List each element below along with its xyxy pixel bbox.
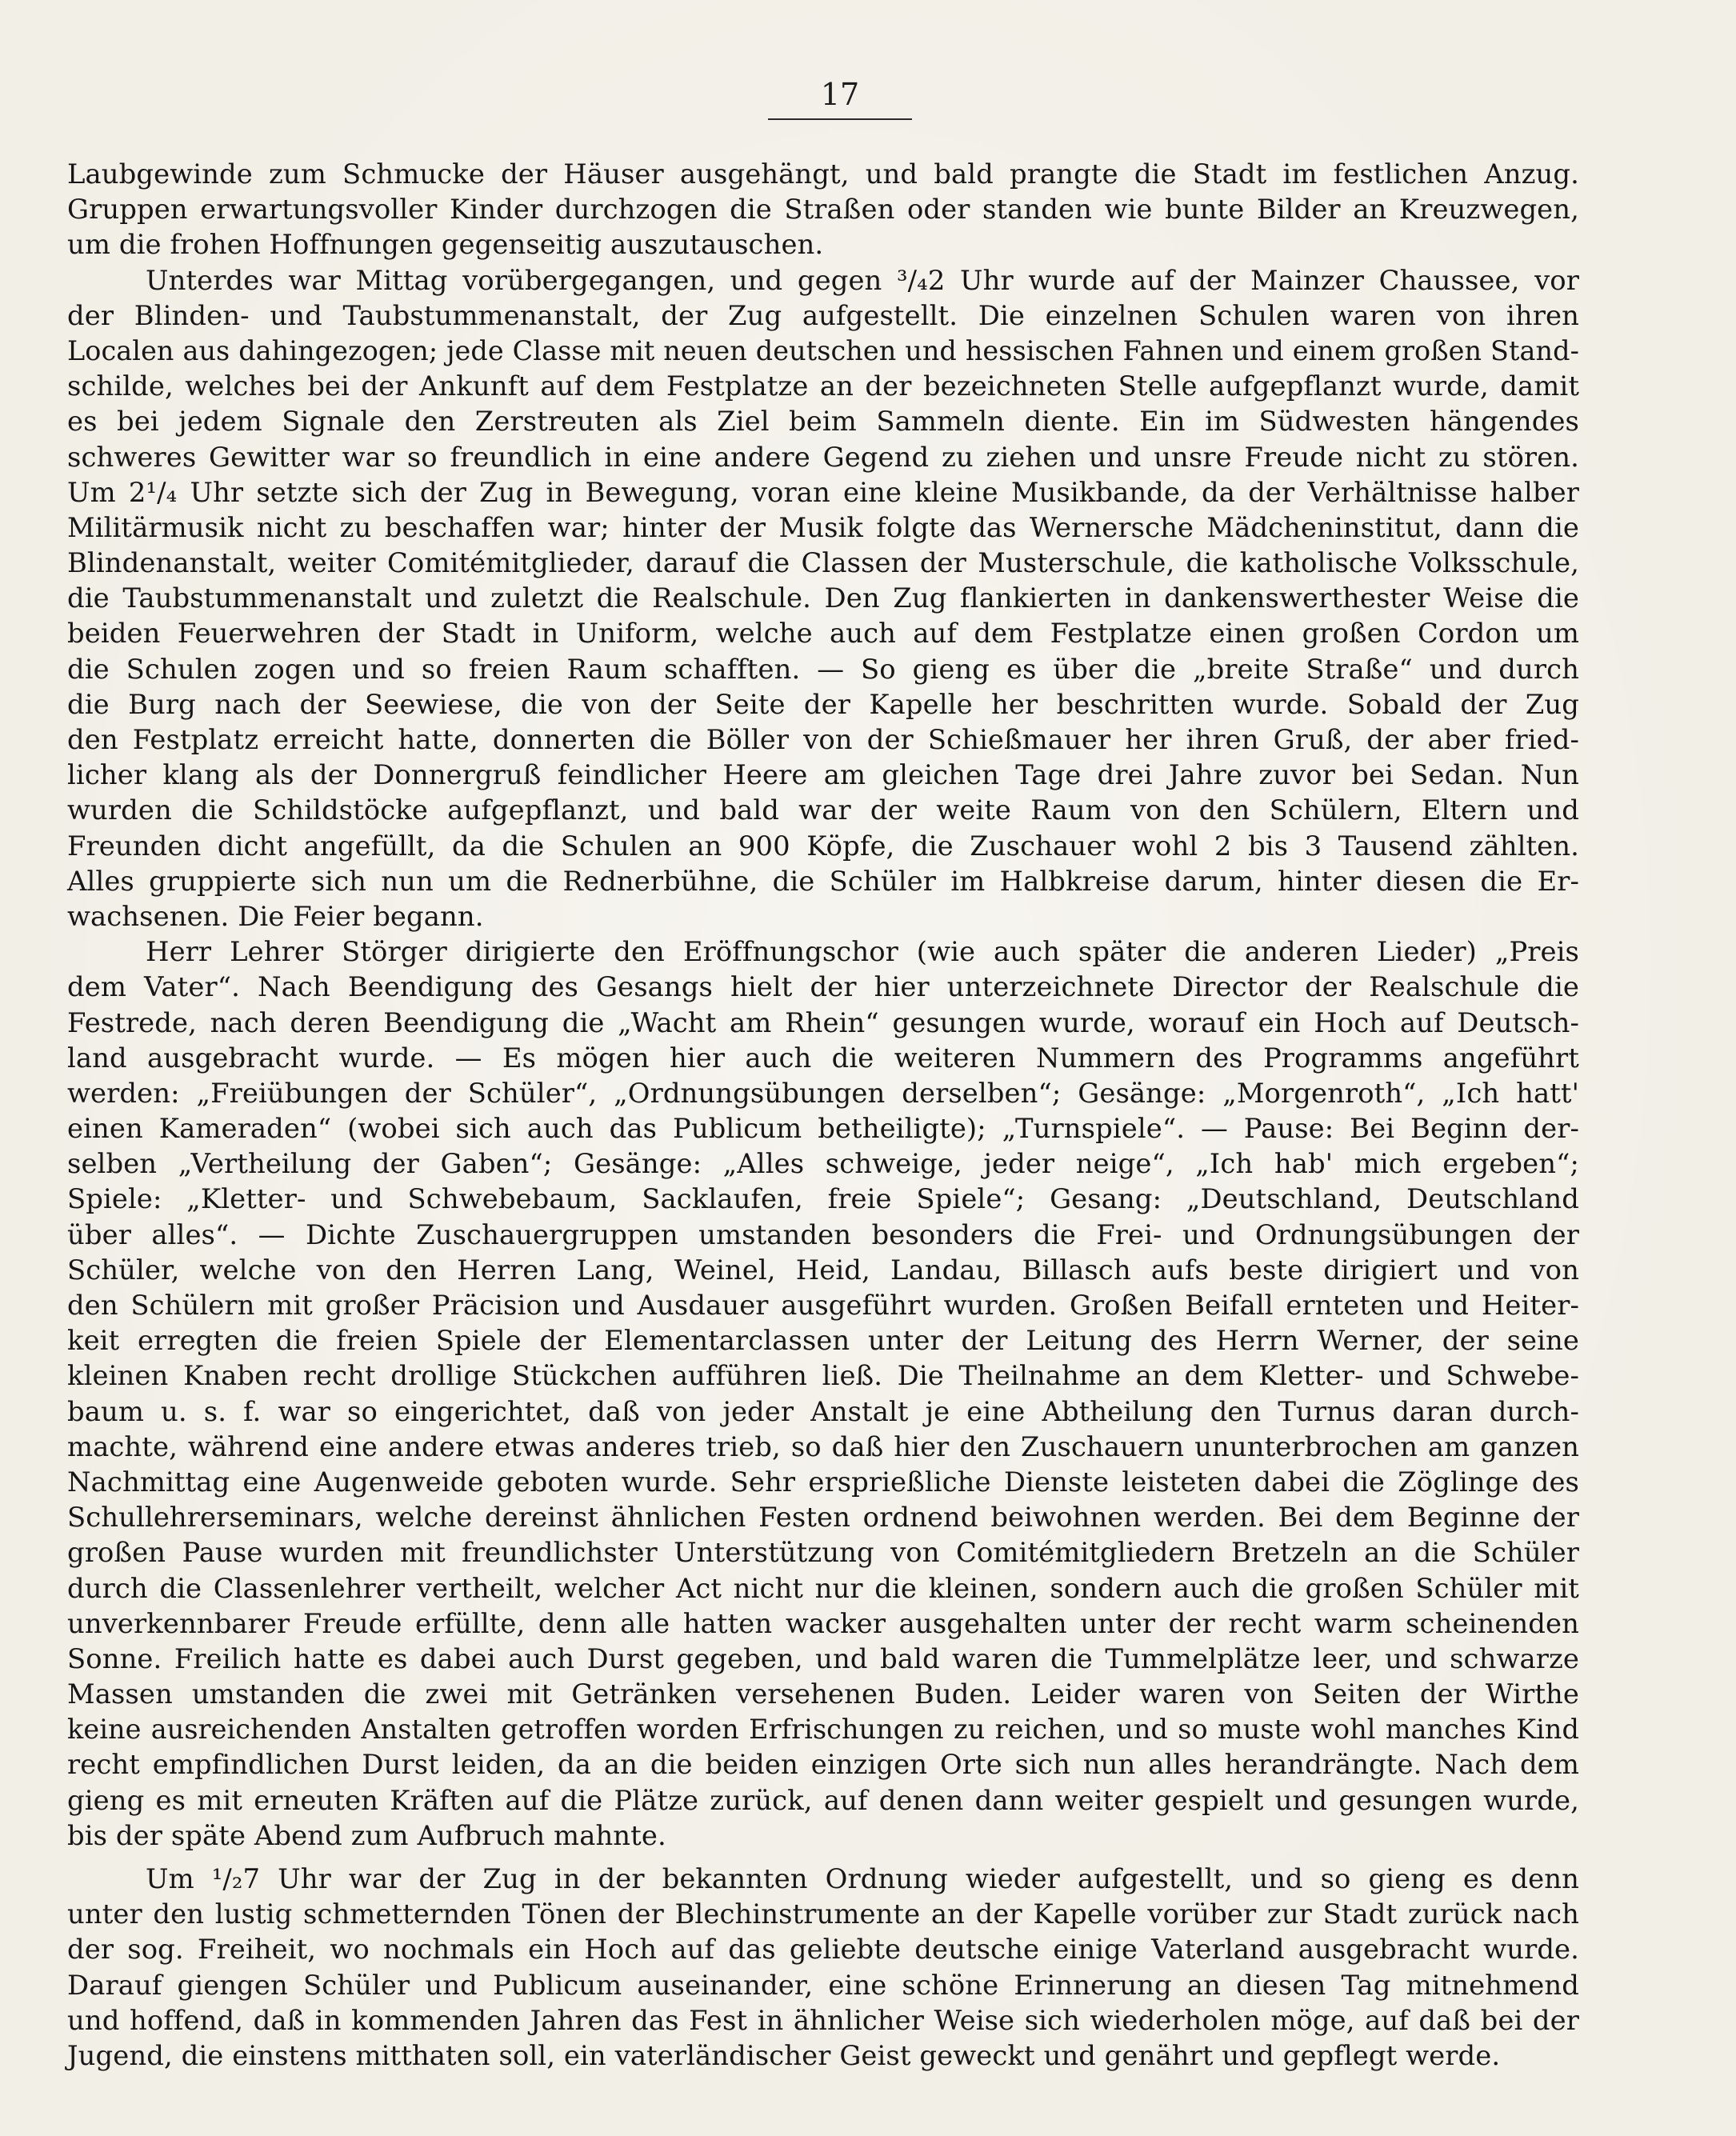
- text-line: Festrede, nach deren Beendigung die „Wacht am Rhein“ gesungen wurde, worauf ein Hoch auf Deutsch-: [67, 1006, 1579, 1038]
- text-line: selben „Vertheilung der Gaben“; Gesänge: „Alles schweige, jeder neige“, „Ich hab' mich ergeben“;: [67, 1148, 1579, 1180]
- text-line: machte, während eine andere etwas anderes trieb, so daß hier den Zuschauern ununterbrochen am ganzen: [67, 1430, 1579, 1462]
- text-line: wachsenen. Die Feier begann.: [67, 900, 484, 932]
- text-line: gieng es mit erneuten Kräften auf die Plätze zurück, auf denen dann weiter gespielt und gesungen wurde,: [67, 1784, 1579, 1816]
- text-line: Laubgewinde zum Schmucke der Häuser ausgehängt, und bald prangte die Stadt im festlichen Anzug.: [67, 158, 1579, 190]
- body-text: [67, 157, 1579, 2074]
- text-line: kleinen Knaben recht drollige Stückchen aufführen ließ. Die Theilnahme an dem Kletter- und Schwebe-: [67, 1360, 1579, 1392]
- text-line: Localen aus dahingezogen; jede Classe mit neuen deutschen und hessischen Fahnen und einem großen Stand-: [67, 334, 1579, 366]
- text-line: Herr Lehrer Störger dirigierte den Eröffnungschor (wie auch später die anderen Lieder) „Preis: [146, 936, 1579, 968]
- page-number: 17: [820, 77, 860, 112]
- text-line: der Blinden- und Taubstummenanstalt, der Zug aufgestellt. Die einzelnen Schulen waren von ihren: [67, 299, 1579, 331]
- text-line: durch die Classenlehrer vertheilt, welcher Act nicht nur die kleinen, sondern auch die großen Schüler mit: [67, 1572, 1579, 1604]
- text-line: Jugend, die einstens mitthaten soll, ein vaterländischer Geist geweckt und genährt und gepflegt werde.: [67, 2039, 1501, 2071]
- text-line: schweres Gewitter war so freundlich in eine andere Gegend zu ziehen und unsre Freude nicht zu stören.: [67, 441, 1579, 473]
- text-line: keit erregten die freien Spiele der Elementarclassen unter der Leitung des Herrn Werner, der seine: [67, 1325, 1579, 1357]
- text-line: Militärmusik nicht zu beschaffen war; hinter der Musik folgte das Wernersche Mädcheninstitut, dann die: [67, 511, 1579, 543]
- text-line: Sonne. Freilich hatte es dabei auch Durst gegeben, und bald waren die Tummelplätze leer, und schwarze: [67, 1642, 1579, 1674]
- text-line: recht empfindlichen Durst leiden, da an die beiden einzigen Orte sich nun alles herandrängte. Nach dem: [67, 1749, 1579, 1781]
- text-line: Spiele: „Kletter- und Schwebebaum, Sacklaufen, freie Spiele“; Gesang: „Deutschland, Deutschland: [67, 1183, 1579, 1215]
- text-line: land ausgebracht wurde. — Es mögen hier auch die weiteren Nummern des Programms angeführt: [67, 1042, 1579, 1074]
- text-line: die Taubstummenanstalt und zuletzt die Realschule. Den Zug flankierten in dankenswerthester Weise die: [67, 582, 1579, 614]
- paragraph-3: [67, 934, 1579, 1854]
- text-line: Blindenanstalt, weiter Comitémitglieder, darauf die Classen der Musterschule, die katholische Volksschule,: [67, 547, 1579, 579]
- text-line: Massen umstanden die zwei mit Getränken versehenen Buden. Leider waren von Seiten der Wirthe: [67, 1678, 1579, 1710]
- text-line: den Schülern mit großer Präcision und Ausdauer ausgeführt wurden. Großen Beifall ernteten und Heiter-: [67, 1290, 1579, 1321]
- text-line: keine ausreichenden Anstalten getroffen worden Erfrischungen zu reichen, und so muste wohl manches Kind: [67, 1714, 1579, 1746]
- text-line: der sog. Freiheit, wo nochmals ein Hoch auf das geliebte deutsche einige Vaterland ausgebracht wurde.: [67, 1934, 1579, 1966]
- text-line: und hoffend, daß in kommenden Jahren das Fest in ähnlicher Weise sich wiederholen möge, auf daß bei der: [67, 2004, 1579, 2036]
- text-line: Um 2¹/₄ Uhr setzte sich der Zug in Bewegung, voran eine kleine Musikbande, da der Verhältnisse halber: [67, 476, 1579, 508]
- text-line: es bei jedem Signale den Zerstreuten als Ziel beim Sammeln diente. Ein im Südwesten hängendes: [67, 406, 1579, 438]
- text-line: den Festplatz erreicht hatte, donnerten die Böller von der Schießmauer her ihren Gruß, der aber fried-: [67, 724, 1579, 755]
- text-line: baum u. s. f. war so eingerichtet, daß von jeder Anstalt je eine Abtheilung den Turnus daran durch-: [67, 1395, 1579, 1427]
- text-line: werden: „Freiübungen der Schüler“, „Ordnungsübungen derselben“; Gesänge: „Morgenroth“, „Ich hatt': [67, 1077, 1579, 1109]
- text-line: wurden die Schildstöcke aufgepflanzt, und bald war der weite Raum von den Schülern, Eltern und: [67, 794, 1579, 826]
- text-line: Unterdes war Mittag vorübergegangen, und gegen ³/₄2 Uhr wurde auf der Mainzer Chaussee, vor: [146, 264, 1579, 296]
- header-rule: [768, 118, 912, 120]
- text-line: Schüler, welche von den Herren Lang, Weinel, Heid, Landau, Billasch aufs beste dirigiert und von: [67, 1254, 1579, 1286]
- text-line: über alles“. — Dichte Zuschauergruppen umstanden besonders die Frei- und Ordnungsübungen der: [67, 1218, 1579, 1250]
- text-line: licher klang als der Donnergruß feindlicher Heere am gleichen Tage drei Jahre zuvor bei Sedan. Nun: [67, 759, 1579, 791]
- text-line: unverkennbarer Freude erfüllte, denn alle hatten wacker ausgehalten unter der recht warm scheinenden: [67, 1607, 1579, 1639]
- text-line: die Schulen zogen und so freien Raum schafften. — So gieng es über die „breite Straße“ und durch: [67, 653, 1579, 685]
- paragraph-4: [67, 1862, 1579, 2074]
- text-line: Gruppen erwartungsvoller Kinder durchzogen die Straßen oder standen wie bunte Bilder an Kreuzwegen,: [67, 194, 1579, 226]
- text-line: Nachmittag eine Augenweide geboten wurde. Sehr ersprießliche Dienste leisteten dabei die Zöglinge des: [67, 1466, 1579, 1498]
- text-line: Freunden dicht angefüllt, da die Schulen an 900 Köpfe, die Zuschauer wohl 2 bis 3 Tausend zählten.: [67, 830, 1579, 862]
- text-line: schilde, welches bei der Ankunft auf dem Festplatze an der bezeichneten Stelle aufgepflanzt wurde, damit: [67, 370, 1579, 402]
- text-line: Alles gruppierte sich nun um die Rednerbühne, die Schüler im Halbkreise darum, hinter diesen die Er-: [67, 865, 1579, 897]
- paragraph-2: [67, 263, 1579, 935]
- text-line: dem Vater“. Nach Beendigung des Gesangs hielt der hier unterzeichnete Director der Realschule die: [67, 971, 1579, 1003]
- paragraph-gap: [67, 1854, 1579, 1862]
- paragraph-1: [67, 157, 1579, 263]
- text-line: Schullehrerseminars, welche dereinst ähnlichen Festen ordnend beiwohnen werden. Bei dem Beginne der: [67, 1502, 1579, 1534]
- text-line: unter den lustig schmetternden Tönen der Blechinstrumente an der Kapelle vorüber zur Stadt zurück nach: [67, 1898, 1579, 1930]
- text-line: bis der späte Abend zum Aufbruch mahnte.: [67, 1819, 666, 1851]
- text-line: um die frohen Hoffnungen gegenseitig auszutauschen.: [67, 229, 824, 261]
- text-line: einen Kameraden“ (wobei sich auch das Publicum betheiligte); „Turnspiele“. — Pause: Bei Beginn der-: [67, 1113, 1579, 1145]
- text-line: beiden Feuerwehren der Stadt in Uniform, welche auch auf dem Festplatze einen großen Cordon um: [67, 618, 1579, 650]
- text-line: Darauf giengen Schüler und Publicum auseinander, eine schöne Erinnerung an diesen Tag mitnehmend: [67, 1969, 1579, 2001]
- text-line: Um ¹/₂7 Uhr war der Zug in der bekannten Ordnung wieder aufgestellt, und so gieng es denn: [146, 1863, 1579, 1894]
- text-line: die Burg nach der Seewiese, die von der Seite der Kapelle her beschritten wurde. Sobald der Zug: [67, 688, 1579, 720]
- text-line: großen Pause wurden mit freundlichster Unterstützung von Comitémitgliedern Bretzeln an die Schüler: [67, 1537, 1579, 1569]
